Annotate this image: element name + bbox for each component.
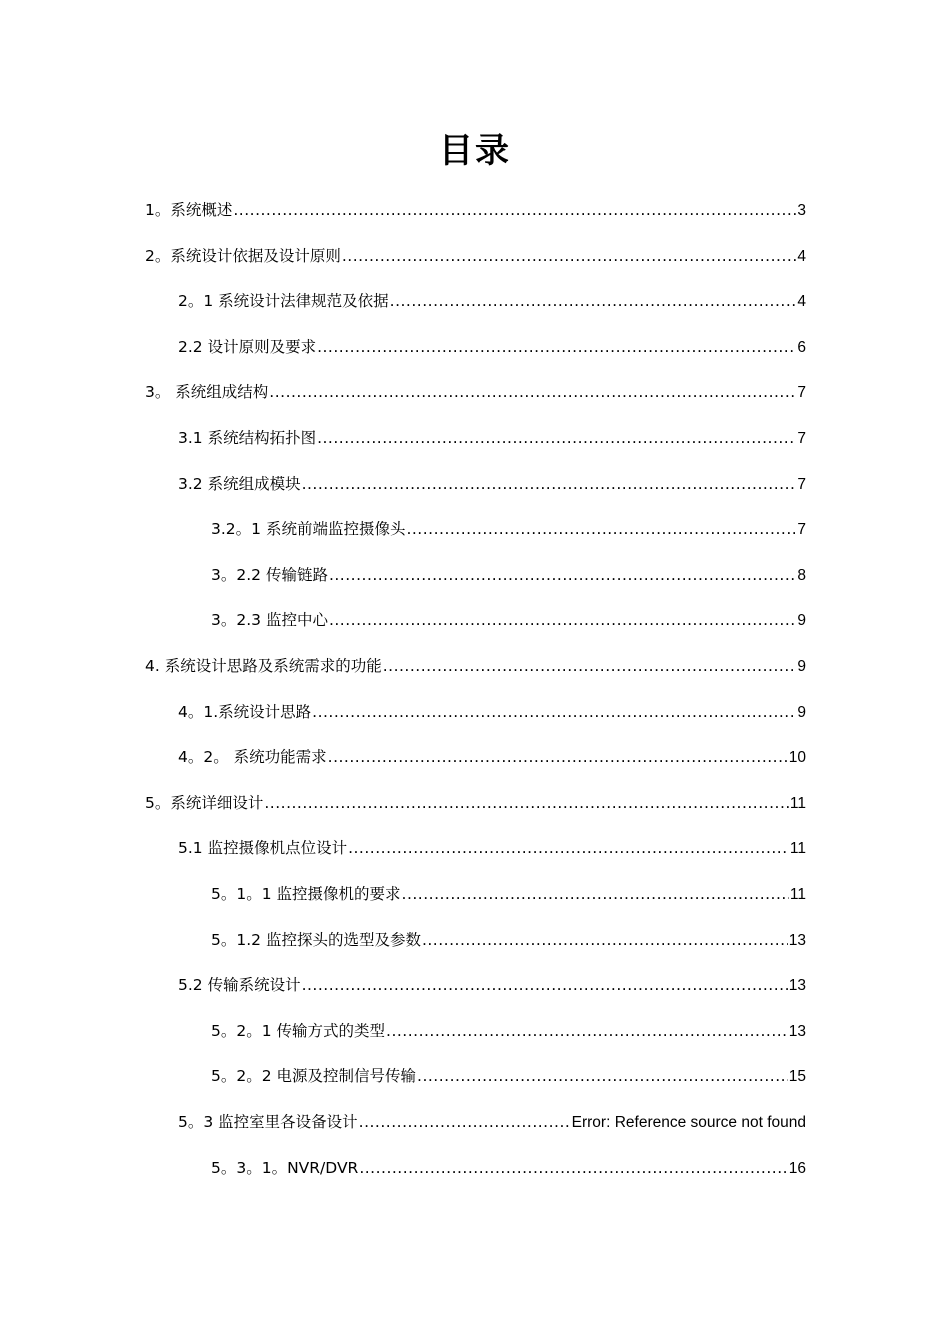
- toc-leader-dots: [390, 289, 797, 313]
- toc-entry[interactable]: [178, 745, 806, 769]
- toc-entry-text: 5。2。2 电源及控制信号传输: [211, 1067, 417, 1086]
- toc-leader-dots: [417, 1064, 788, 1088]
- toc-page-number: 7: [797, 521, 806, 539]
- toc-entry[interactable]: [145, 198, 806, 222]
- toc-entry[interactable]: [178, 426, 806, 450]
- toc-entry[interactable]: [211, 608, 806, 632]
- toc-entry-text: 3。2.2 传输链路: [211, 565, 328, 584]
- toc-leader-dots: [386, 1019, 788, 1043]
- toc-entry[interactable]: [178, 472, 806, 496]
- toc-entry-text: 5。3。1。NVR/DVR: [211, 1158, 359, 1177]
- toc-entry[interactable]: [211, 1064, 806, 1088]
- toc-entry[interactable]: [145, 791, 806, 815]
- toc-entry[interactable]: [211, 882, 806, 906]
- toc-page-number: 11: [789, 886, 806, 903]
- toc-entry[interactable]: [211, 1019, 806, 1043]
- toc-entry[interactable]: [145, 654, 806, 678]
- toc-leader-dots: [302, 472, 797, 496]
- toc-page-number: 8: [797, 566, 806, 584]
- toc-page-number: 6: [797, 338, 806, 356]
- toc-page-number: 10: [788, 749, 806, 767]
- toc-leader-dots: [317, 335, 796, 359]
- toc-entry-text: 5.1 监控摄像机点位设计: [178, 839, 348, 858]
- toc-entry-text: 4。1.系统设计思路: [178, 702, 312, 721]
- toc-leader-dots: [329, 563, 796, 587]
- toc-entry-text: 3.2。1 系统前端监控摄像头: [211, 520, 406, 539]
- toc-page-number: 7: [797, 384, 806, 402]
- toc-page-number: 4: [797, 247, 806, 265]
- toc-entry-text: 5。1。1 监控摄像机的要求: [211, 885, 401, 903]
- toc-page-number: 3: [797, 202, 806, 219]
- toc-entry[interactable]: [145, 380, 806, 404]
- toc-leader-dots: [359, 1156, 787, 1180]
- toc-page-number: 9: [797, 612, 806, 630]
- toc-title: 目录: [439, 131, 511, 171]
- toc-leader-dots: [342, 244, 797, 268]
- toc-page-number: 4: [797, 293, 806, 311]
- toc-leader-dots: [422, 928, 788, 952]
- toc-page-number: 7: [797, 430, 806, 447]
- toc-leader-dots: [302, 973, 788, 997]
- toc-entry-text: 3。2.3 监控中心: [211, 611, 328, 630]
- toc-entry[interactable]: [211, 563, 806, 587]
- toc-leader-dots: [383, 654, 797, 678]
- toc-entry-text: 5。2。1 传输方式的类型: [211, 1021, 386, 1040]
- toc-entry-text: 5.2 传输系统设计: [178, 976, 301, 995]
- toc-leader-dots: [402, 882, 789, 906]
- toc-entry[interactable]: [211, 517, 806, 541]
- toc-page-number: 9: [797, 703, 806, 721]
- toc-page-number: Error: Reference source not found: [571, 1114, 806, 1131]
- toc-entry-text: 4. 系统设计思路及系统需求的功能: [145, 657, 382, 675]
- toc-page-number: 11: [789, 794, 806, 812]
- toc-entry-text: 2.2 设计原则及要求: [178, 337, 317, 356]
- toc-entry[interactable]: [178, 973, 806, 997]
- toc-entry-text: 3.2 系统组成模块: [178, 474, 301, 493]
- toc-entry-text: 5。系统详细设计: [145, 793, 264, 812]
- toc-page-number: 13: [788, 977, 806, 995]
- toc-entry[interactable]: [211, 1156, 806, 1180]
- toc-page-number: 7: [797, 475, 806, 493]
- toc-page-number: 13: [788, 1022, 806, 1040]
- toc-leader-dots: [406, 517, 796, 541]
- toc-leader-dots: [269, 380, 796, 404]
- toc-leader-dots: [233, 198, 796, 222]
- toc-leader-dots: [312, 700, 796, 724]
- toc-page-number: 13: [788, 931, 806, 949]
- toc-page-number: 15: [788, 1068, 806, 1086]
- toc-entry-text: 5。3 监控室里各设备设计: [178, 1113, 358, 1131]
- toc-leader-dots: [359, 1110, 571, 1134]
- toc-entry-text: 4。2。 系统功能需求: [178, 748, 327, 767]
- toc-entry-text: 1。系统概述: [145, 201, 233, 219]
- toc-entry[interactable]: [178, 700, 806, 724]
- toc-page-number: 16: [788, 1159, 806, 1177]
- toc-entry[interactable]: [211, 928, 806, 952]
- toc-entry[interactable]: [178, 1110, 806, 1134]
- toc-entry[interactable]: [145, 244, 806, 268]
- toc-entry[interactable]: [178, 289, 806, 313]
- toc-entry-text: 2。系统设计依据及设计原则: [145, 246, 341, 265]
- toc-leader-dots: [329, 608, 796, 632]
- toc-leader-dots: [317, 426, 796, 450]
- toc-entry[interactable]: [178, 335, 806, 359]
- toc-entry[interactable]: [178, 836, 806, 860]
- toc-page-number: 9: [797, 658, 806, 675]
- toc-entry-text: 2。1 系统设计法律规范及依据: [178, 292, 389, 311]
- toc-leader-dots: [348, 836, 789, 860]
- toc-entry-text: 3.1 系统结构拓扑图: [178, 429, 317, 447]
- toc-entry-text: 3。 系统组成结构: [145, 383, 269, 402]
- toc-page-number: 11: [789, 840, 806, 858]
- toc-leader-dots: [328, 745, 788, 769]
- toc-entry-text: 5。1.2 监控探头的选型及参数: [211, 930, 421, 949]
- toc-leader-dots: [264, 791, 789, 815]
